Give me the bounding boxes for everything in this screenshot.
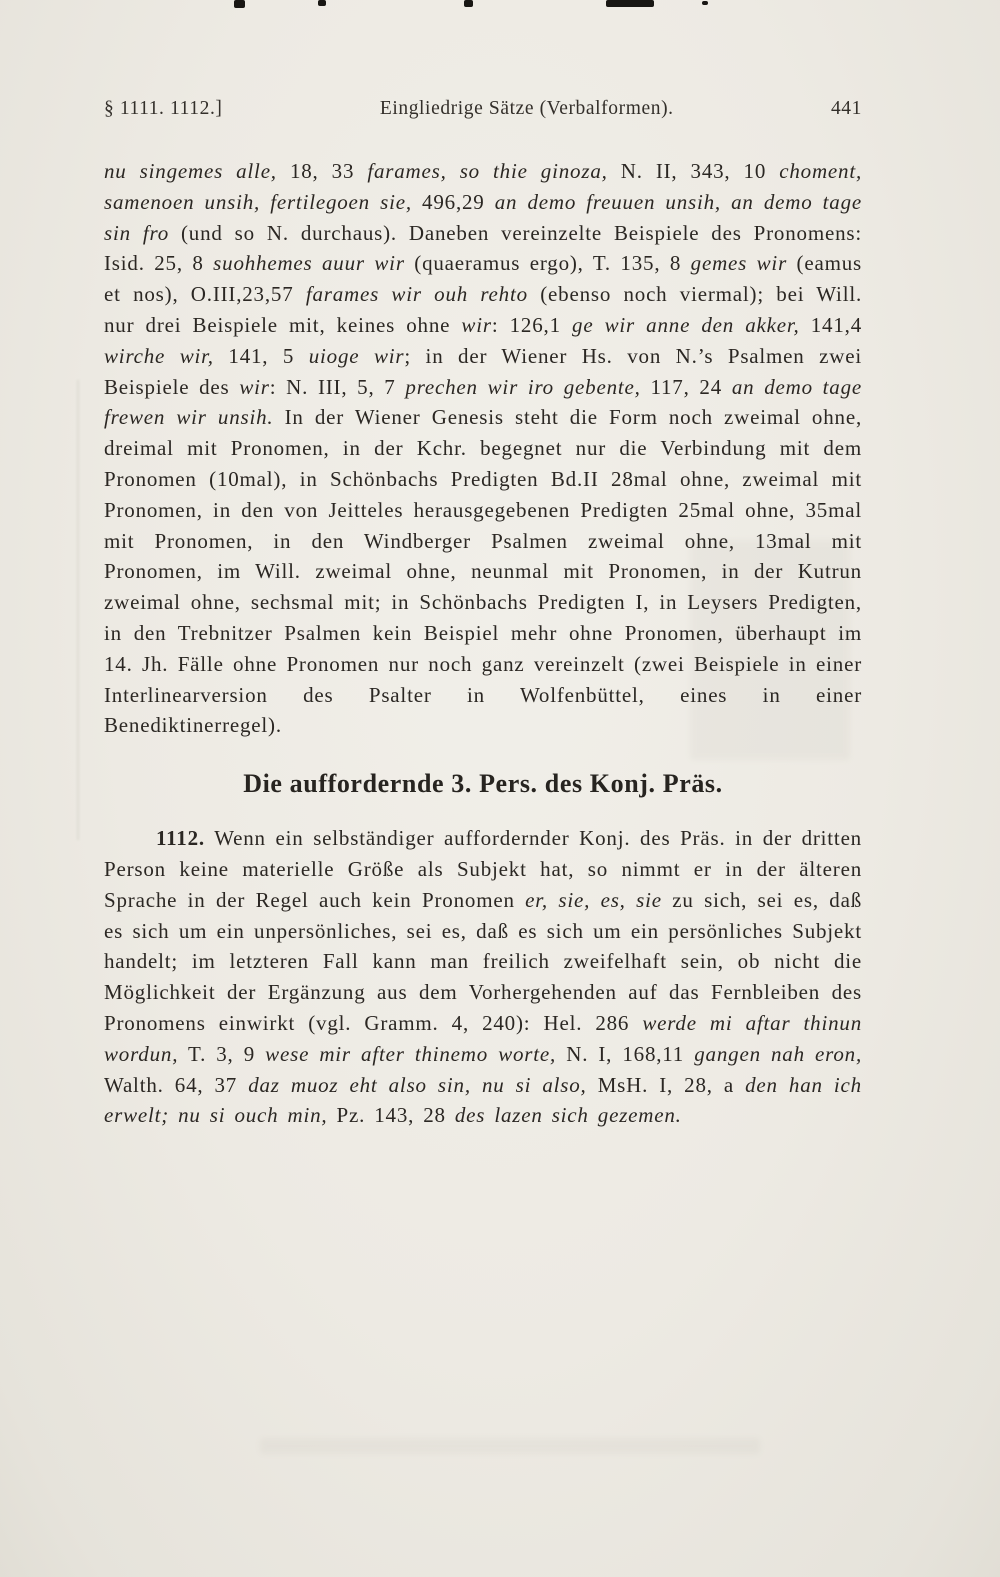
text-segment: den han ich erwelt; nu si ouch min, bbox=[104, 1072, 862, 1128]
text-segment: : N. III, 5, 7 bbox=[269, 374, 406, 399]
running-title: Eingliedrige Sätze (Verbalformen). bbox=[379, 98, 674, 119]
text-segment: (und so N. durchaus). Daneben vereinzelte Beispiele des Pronomens: Isid. 25, 8 bbox=[104, 220, 862, 276]
text-segment: N. II, 343, 10 bbox=[607, 159, 780, 183]
scan-mark bbox=[464, 0, 473, 7]
text-segment: zu sich, sei es, daß es sich um ein unpersönliches, sei es, daß es sich um ein persönliches Subjekt handelt; im letzteren Fall kann man freilich zweifelhaft sein, ob nicht die Möglichkeit der Ergänzung aus dem Vorhergehenden auf das Fernbleiben des Pronomens einwirkt (vgl. Gramm. 4, 240): Hel. 286 bbox=[104, 887, 862, 1035]
text-segment: er, sie, es, sie bbox=[525, 887, 662, 912]
text-segment: 496,29 bbox=[411, 189, 495, 214]
text-segment: MsH. I, 28, a bbox=[586, 1072, 746, 1097]
scan-mark bbox=[318, 0, 326, 6]
text-segment: gemes wir bbox=[690, 251, 788, 276]
text-segment: farames, so thie ginoza, bbox=[367, 159, 608, 183]
text-segment: 18, 33 bbox=[276, 159, 368, 183]
text-block bbox=[104, 98, 862, 1152]
paragraph-continuation bbox=[104, 156, 862, 741]
text-segment: 117, 24 bbox=[640, 374, 732, 399]
text-segment: T. 3, 9 bbox=[178, 1041, 266, 1066]
text-segment: 141,4 bbox=[799, 312, 862, 337]
fold-line-artifact bbox=[77, 380, 79, 840]
text-segment: daz muoz eht also sin, nu si also, bbox=[248, 1072, 587, 1097]
text-segment: : 126,1 bbox=[491, 312, 573, 337]
running-head bbox=[104, 98, 862, 120]
text-segment: 1112. bbox=[156, 826, 205, 851]
text-segment: gangen nah eron, bbox=[694, 1041, 862, 1066]
section-reference: § 1111. 1112.] bbox=[104, 98, 223, 119]
text-segment: (eamus et nos), O.III,23,57 bbox=[104, 251, 862, 307]
text-segment: Walth. 64, 37 bbox=[104, 1072, 249, 1097]
text-segment: werde mi aftar thinun wordun, bbox=[104, 1010, 862, 1066]
paragraph-1112 bbox=[104, 823, 862, 1131]
scan-mark bbox=[234, 0, 245, 8]
text-segment: nu singemes alle, bbox=[104, 159, 277, 183]
section-heading: Die auffordernde 3. Pers. des Konj. Präs. bbox=[243, 769, 723, 799]
page-number: 441 bbox=[830, 98, 862, 119]
text-segment: uioge wir bbox=[308, 343, 405, 368]
text-segment: prechen wir iro gebente, bbox=[405, 374, 641, 399]
text-segment: an demo tage frewen wir unsih. bbox=[104, 374, 863, 430]
text-segment: wir bbox=[239, 374, 270, 399]
text-segment: In der Wiener Genesis steht die Form noch zweimal ohne, dreimal mit Pronomen, in der Kchr. begegnet nur die Verbindung mit dem Pronomen (10mal), in Schönbachs Predigten Bd.II 28mal ohne, zweimal mit Pronomen, in den von Jeitteles herausgegebenen Predigten 25mal ohne, 35mal mit Pronomen, in den Windberger Psalmen zweimal ohne, 13mal mit Pronomen, im Will. zweimal ohne, neunmal mit Pronomen, in der Kutrun zweimal ohne, sechsmal mit; in Schönbachs Predigten I, in Leysers Predigten, in den Trebnitzer Psalmen kein Beispiel mehr ohne Pronomen, überhaupt im 14. Jh. Fälle ohne Pronomen nur noch ganz vereinzelt (zwei Beispiele in einer Interlinearversion des Psalter in Wolfenbüttel, eines in einer Benediktinerregel). bbox=[104, 405, 862, 738]
text-segment: Pz. 143, 28 bbox=[327, 1103, 455, 1128]
text-segment: wese mir after thinemo worte, bbox=[265, 1041, 557, 1066]
scan-mark bbox=[606, 0, 654, 7]
text-segment: 141, 5 bbox=[213, 343, 309, 368]
text-segment: wirche wir, bbox=[104, 343, 214, 368]
text-segment: choment, samenoen unsih, fertilegoen sie, bbox=[104, 159, 863, 214]
bleed-through-artifact bbox=[260, 1438, 760, 1454]
text-segment: N. I, 168,11 bbox=[556, 1041, 695, 1066]
scan-mark bbox=[702, 1, 708, 5]
text-segment: wir bbox=[461, 312, 492, 337]
text-segment: suohhemes auur wir bbox=[213, 251, 405, 276]
text-segment: ge wir anne den akker, bbox=[572, 312, 800, 337]
text-segment: farames wir ouh rehto bbox=[305, 282, 528, 307]
text-segment: des lazen sich gezemen. bbox=[454, 1103, 682, 1128]
text-segment: ; in der Wiener Hs. von N.’s Psalmen zwei Beispiele des bbox=[104, 343, 862, 399]
text-segment: an demo freuuen unsih, an demo tage sin fro bbox=[104, 189, 862, 245]
text-segment: Wenn ein selbständiger auffordernder Konj. des Präs. in der dritten Person keine materielle Größe als Subjekt hat, so nimmt er in der älteren Sprache in der Regel auch kein Pronomen bbox=[104, 826, 862, 912]
text-segment: (ebenso noch viermal); bei Will. nur drei Beispiele mit, keines ohne bbox=[104, 282, 863, 337]
text-segment: (quaeramus ergo), T. 135, 8 bbox=[404, 251, 691, 276]
